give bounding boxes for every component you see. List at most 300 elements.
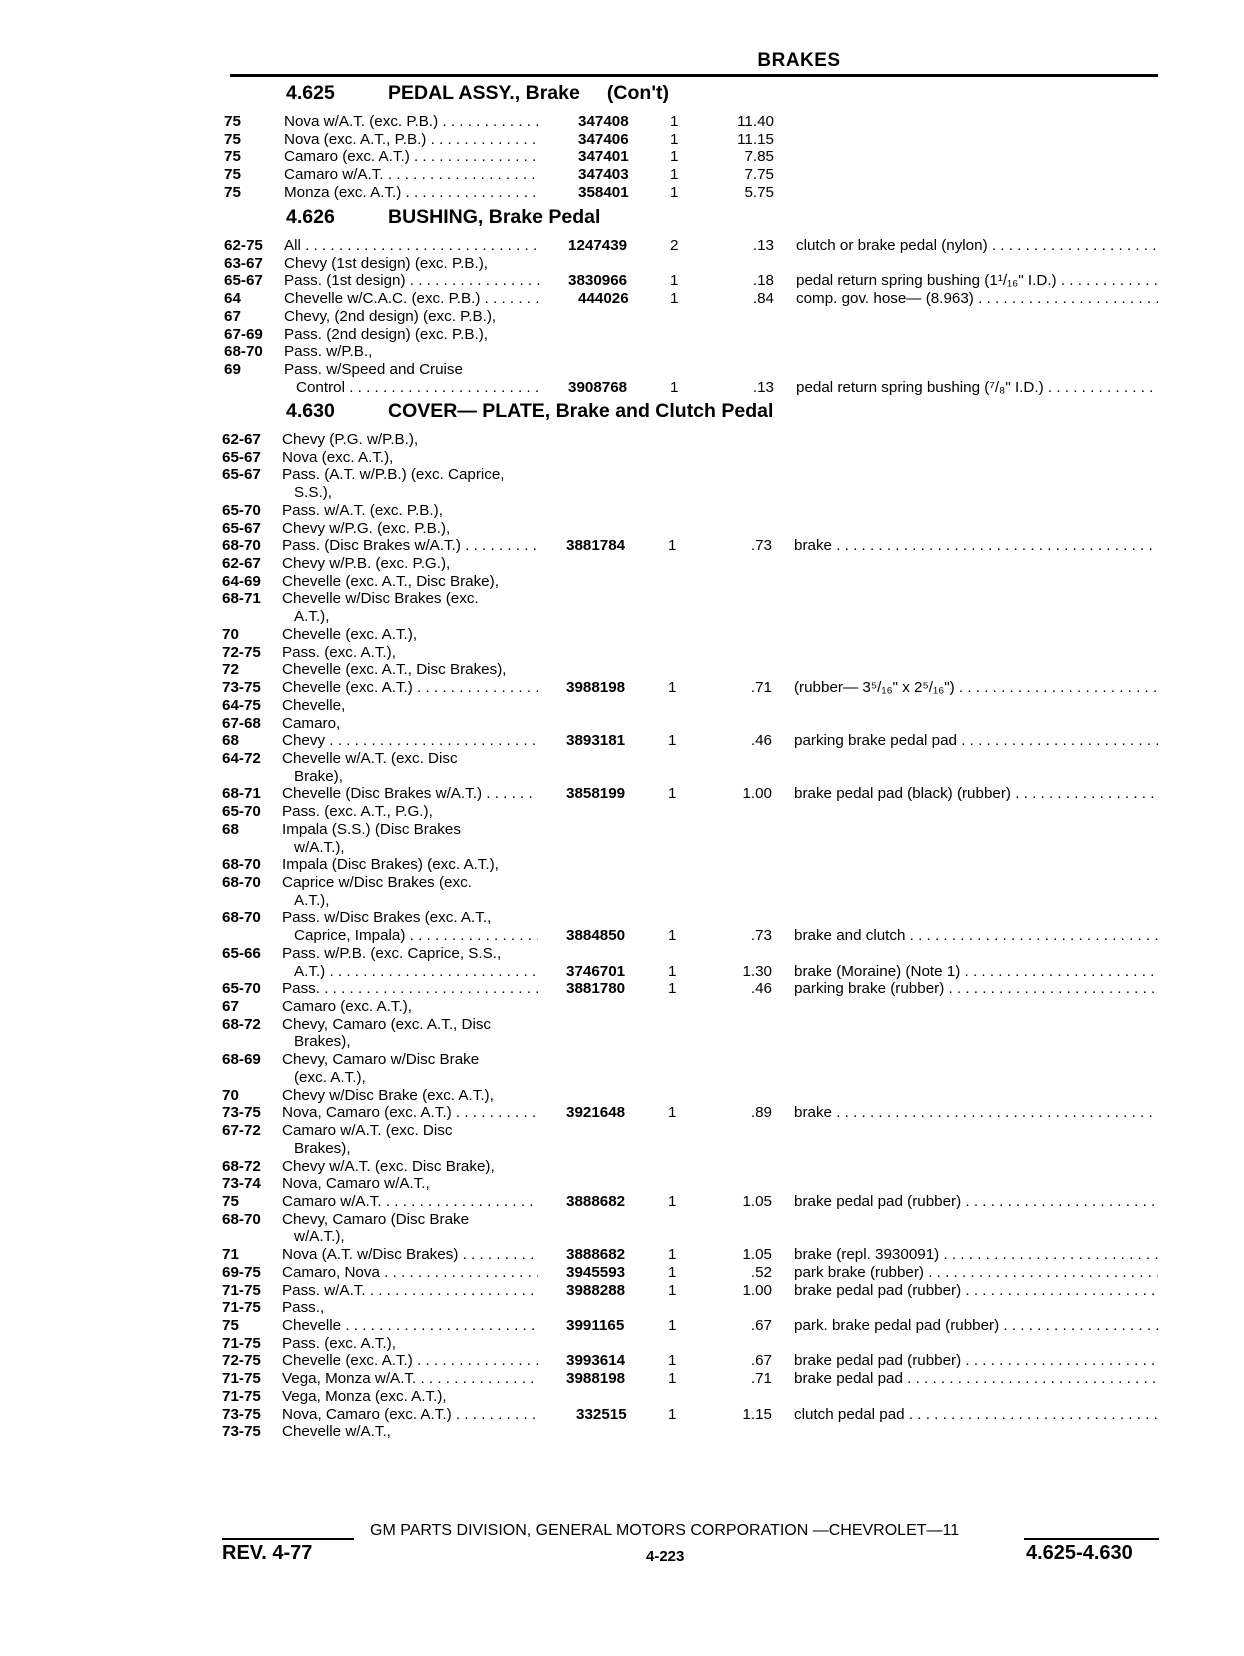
application-description: [282, 520, 582, 538]
model-year: 72: [222, 661, 239, 679]
model-year: 65-70: [222, 980, 261, 998]
note-text: parking brake pedal pad: [794, 732, 957, 750]
table-row: [0, 237, 1244, 255]
application-description: [282, 644, 582, 662]
price: .67: [750, 1317, 772, 1334]
price: 1.00: [742, 785, 772, 803]
description-text: Pass. w/A.T. (exc. P.B.),: [282, 501, 443, 519]
description-text: (exc. A.T.),: [294, 1068, 366, 1086]
model-year: 68-71: [222, 590, 261, 608]
description-text: Caprice w/Disc Brakes (exc.: [282, 874, 472, 891]
table-row: [0, 874, 1244, 892]
price: .13: [752, 237, 774, 254]
model-year: 70: [222, 625, 239, 643]
application-description: [294, 927, 538, 945]
table-row: [0, 1388, 1244, 1406]
application-description: [282, 1175, 582, 1193]
quantity: 1: [668, 1405, 677, 1423]
part-number: 3884850: [566, 927, 626, 945]
model-year: 67-72: [222, 1122, 261, 1140]
model-year: 65-70: [222, 803, 261, 821]
description-text: Nova w/A.T. (exc. P.B.): [284, 113, 439, 130]
note-text: brake pedal pad (black) (rubber): [794, 785, 1011, 803]
table-row: [0, 750, 1244, 768]
table-row: [0, 361, 1244, 379]
price: 5.75: [744, 183, 774, 201]
model-year: 65-67: [222, 519, 261, 537]
part-number: 3988288: [566, 1281, 626, 1299]
section-title: BUSHING, Brake Pedal: [388, 206, 601, 228]
quantity: 1: [668, 679, 677, 697]
application-description: [294, 839, 594, 857]
description-text: Nova, Camaro w/A.T.,: [282, 1175, 430, 1193]
application-description: [282, 1370, 538, 1388]
model-year: 72-75: [222, 643, 261, 661]
description-text: Pass. (2nd design) (exc. P.B.),: [284, 325, 488, 343]
note-text: clutch or brake pedal (nylon): [796, 237, 988, 254]
model-year: 69: [224, 361, 241, 379]
price: .73: [750, 927, 772, 945]
quantity: 1: [670, 130, 679, 148]
table-row: [0, 131, 1244, 149]
table-row: [0, 945, 1244, 963]
table-row: [0, 1228, 1244, 1246]
description-text: Pass. (exc. A.T.),: [282, 643, 396, 661]
description-text: All: [284, 237, 301, 254]
table-row: [0, 272, 1244, 290]
description-text: Control: [296, 378, 345, 396]
quantity: 1: [668, 1246, 677, 1264]
quantity: 1: [668, 732, 677, 750]
note-text: comp. gov. hose— (8.963): [796, 290, 974, 308]
model-year: 71-75: [222, 1299, 261, 1317]
model-year: 68: [222, 732, 239, 750]
model-year: 75: [224, 166, 241, 184]
description-text: Brake),: [294, 767, 343, 785]
table-row: [0, 661, 1244, 679]
model-year: 71-75: [222, 1334, 261, 1352]
description-text: Pass. w/P.B. (exc. Caprice, S.S.,: [282, 944, 502, 962]
model-year: 73-75: [222, 1423, 261, 1441]
quantity: 1: [668, 1192, 677, 1210]
description-text: Chevy, Camaro w/Disc Brake: [282, 1051, 480, 1069]
model-year: 65-67: [222, 448, 261, 466]
model-year: 68-71: [222, 785, 261, 803]
price: .46: [750, 732, 772, 750]
application-description: [282, 874, 582, 892]
price: 7.75: [744, 166, 774, 184]
page-title: BRAKES: [757, 50, 841, 71]
application-description: [282, 856, 582, 874]
description-text: Chevy, Camaro (Disc Brake: [282, 1210, 470, 1228]
quantity: 1: [668, 1352, 677, 1370]
application-description: [282, 1406, 538, 1424]
price: 1.00: [742, 1281, 772, 1299]
description-text: w/A.T.),: [294, 838, 345, 856]
footer-page-number: 4-223: [646, 1548, 685, 1565]
part-number: 3881784: [566, 537, 626, 555]
application-description: [282, 1388, 582, 1406]
application-description: [282, 715, 582, 733]
model-year: 62-75: [224, 237, 263, 254]
note-text: clutch pedal pad: [794, 1405, 905, 1423]
description-text: Chevy (1st design) (exc. P.B.),: [284, 254, 488, 272]
application-description: [282, 502, 582, 520]
table-row: [0, 1175, 1244, 1193]
application-description: [284, 148, 540, 166]
part-note: [794, 1370, 1158, 1388]
application-description: [282, 1051, 582, 1069]
model-year: 75: [222, 1317, 239, 1334]
part-number: 3830966: [568, 272, 628, 290]
price: .52: [750, 1263, 772, 1281]
model-year: 68-70: [222, 909, 261, 927]
description-text: Chevelle,: [282, 696, 346, 714]
table-row: [0, 1246, 1244, 1264]
application-description: [294, 484, 594, 502]
part-number: 347408: [578, 113, 629, 130]
quantity: 1: [668, 1263, 677, 1281]
description-text: Vega, Monza (exc. A.T.),: [282, 1387, 447, 1405]
application-description: [282, 626, 582, 644]
model-year: 68-70: [222, 874, 261, 891]
application-description: [282, 555, 582, 573]
application-description: [282, 679, 538, 697]
application-description: [282, 1335, 582, 1353]
application-description: [282, 661, 582, 679]
quantity: 1: [668, 1104, 677, 1122]
quantity: 1: [668, 1317, 677, 1334]
description-text: Chevy (P.G. w/P.B.),: [282, 431, 419, 448]
description-text: Caprice, Impala): [294, 927, 406, 945]
application-description: [282, 1299, 582, 1317]
model-year: 71: [222, 1246, 239, 1264]
part-note: [794, 732, 1158, 750]
application-description: [282, 1193, 538, 1211]
application-description: [296, 379, 540, 397]
table-row: [0, 466, 1244, 484]
table-row: [0, 909, 1244, 927]
note-text: park. brake pedal pad (rubber): [794, 1317, 1000, 1334]
model-year: 75: [222, 1192, 239, 1210]
description-text: Camaro w/A.T.: [282, 1192, 382, 1210]
table-row: [0, 449, 1244, 467]
description-text: Chevelle (exc. A.T., Disc Brakes),: [282, 661, 507, 679]
description-text: Chevelle (Disc Brakes w/A.T.): [282, 785, 483, 803]
section-title: PEDAL ASSY., Brake (Con't): [388, 82, 669, 104]
description-text: Pass. (exc. A.T.),: [282, 1334, 396, 1352]
application-description: [284, 166, 540, 184]
model-year: 68-69: [222, 1051, 261, 1069]
part-number: 3945593: [566, 1263, 626, 1281]
model-year: 67: [224, 307, 241, 325]
part-number: 3908768: [568, 378, 628, 396]
part-note: [796, 237, 1158, 255]
description-text: Pass. (exc. A.T., P.G.),: [282, 803, 433, 821]
description-text: Nova (exc. A.T., P.B.): [284, 130, 427, 148]
table-row: [0, 785, 1244, 803]
table-row: [0, 590, 1244, 608]
model-year: 67-69: [224, 325, 263, 343]
footer-revision: REV. 4-77: [222, 1542, 313, 1564]
table-row: [0, 1299, 1244, 1317]
note-text: brake pedal pad (rubber): [794, 1281, 962, 1299]
table-row: [0, 379, 1244, 397]
price: .46: [750, 980, 772, 998]
description-text: Impala (S.S.) (Disc Brakes: [282, 820, 461, 838]
table-row: [0, 1352, 1244, 1370]
table-row: [0, 1140, 1244, 1158]
table-row: [0, 856, 1244, 874]
description-text: Chevelle w/Disc Brakes (exc.: [282, 590, 479, 608]
description-text: Nova, Camaro (exc. A.T.): [282, 1104, 452, 1122]
description-text: Pass.: [282, 980, 320, 998]
note-text: brake pedal pad: [794, 1370, 903, 1388]
note-text: brake: [794, 537, 832, 555]
part-note: [794, 1317, 1158, 1335]
part-number: 3988198: [566, 679, 626, 697]
model-year: 69-75: [222, 1263, 261, 1281]
application-description: [282, 1087, 582, 1105]
table-row: [0, 1282, 1244, 1300]
model-year: 64-69: [222, 572, 261, 590]
description-text: S.S.),: [294, 484, 332, 502]
part-note: [796, 290, 1158, 308]
model-year: 71-75: [222, 1281, 261, 1299]
quantity: 2: [670, 237, 679, 254]
model-year: 68-70: [222, 1210, 261, 1228]
application-description: [282, 945, 582, 963]
part-note: [796, 272, 1158, 290]
table-row: [0, 1069, 1244, 1087]
application-description: [282, 803, 582, 821]
table-row: [0, 1122, 1244, 1140]
application-description: [282, 1246, 538, 1264]
description-text: Impala (Disc Brakes) (exc. A.T.),: [282, 856, 499, 874]
application-description: [294, 608, 594, 626]
table-row: [0, 732, 1244, 750]
model-year: 70: [222, 1086, 239, 1104]
note-text: brake pedal pad (rubber): [794, 1352, 962, 1370]
quantity: 1: [668, 785, 677, 803]
application-description: [282, 466, 582, 484]
description-text: Chevy w/Disc Brake (exc. A.T.),: [282, 1086, 494, 1104]
table-row: [0, 1423, 1244, 1441]
note-text: pedal return spring bushing (1¹/₁₆" I.D.): [796, 272, 1057, 290]
description-text: w/A.T.),: [294, 1228, 345, 1246]
model-year: 73-75: [222, 679, 261, 697]
part-note: [796, 379, 1158, 397]
part-note: [794, 1406, 1158, 1424]
part-note: [794, 1352, 1158, 1370]
model-year: 64-72: [222, 749, 261, 767]
part-number: 3988198: [566, 1370, 626, 1388]
model-year: 73-75: [222, 1104, 261, 1122]
footer-division: GM PARTS DIVISION, GENERAL MOTORS CORPORATION —CHEVROLET—11: [370, 1522, 960, 1539]
table-row: [0, 1317, 1244, 1335]
description-text: Chevy w/P.B. (exc. P.G.),: [282, 555, 451, 573]
application-description: [282, 1211, 582, 1229]
quantity: 1: [668, 1281, 677, 1299]
model-year: 68-70: [222, 537, 261, 555]
part-note: [794, 1246, 1158, 1264]
quantity: 1: [670, 166, 679, 184]
application-description: [282, 980, 538, 998]
table-row: [0, 626, 1244, 644]
application-description: [282, 573, 582, 591]
model-year: 75: [224, 113, 241, 130]
application-description: [294, 963, 538, 981]
model-year: 64-75: [222, 696, 261, 714]
application-description: [294, 768, 594, 786]
part-note: [794, 679, 1158, 697]
table-row: [0, 963, 1244, 981]
description-text: Brakes),: [294, 1033, 351, 1051]
part-number: 444026: [578, 290, 629, 308]
model-year: 64: [224, 290, 241, 308]
part-note: [794, 1193, 1158, 1211]
model-year: 71-75: [222, 1370, 261, 1388]
description-text: Chevelle (exc. A.T., Disc Brake),: [282, 572, 499, 590]
description-text: Camaro (exc. A.T.),: [282, 998, 412, 1016]
price: .73: [750, 537, 772, 555]
application-description: [284, 326, 584, 344]
description-text: Pass. w/Disc Brakes (exc. A.T.,: [282, 909, 492, 927]
quantity: 1: [670, 113, 679, 130]
description-text: A.T.): [294, 962, 326, 980]
application-description: [282, 1317, 538, 1335]
price: .67: [750, 1352, 772, 1370]
application-description: [284, 184, 540, 202]
model-year: 65-70: [222, 501, 261, 519]
section-number: 4.630: [286, 400, 335, 422]
description-text: Pass. (A.T. w/P.B.) (exc. Caprice,: [282, 466, 505, 484]
description-text: Camaro (exc. A.T.): [284, 148, 410, 166]
table-row: [0, 1051, 1244, 1069]
description-text: Chevelle w/A.T.,: [282, 1423, 391, 1441]
price: 1.05: [742, 1246, 772, 1264]
part-note: [794, 1264, 1158, 1282]
footer-rule-left: [222, 1538, 354, 1540]
model-year: 68: [222, 820, 239, 838]
model-year: 75: [224, 148, 241, 166]
description-text: Chevelle w/C.A.C. (exc. P.B.): [284, 290, 481, 308]
application-description: [282, 1423, 582, 1441]
table-row: [0, 166, 1244, 184]
application-description: [282, 998, 582, 1016]
application-description: [282, 1104, 538, 1122]
quantity: 1: [670, 290, 679, 308]
application-description: [282, 821, 582, 839]
application-description: [282, 785, 538, 803]
description-text: Pass. w/P.B.,: [284, 343, 373, 361]
table-row: [0, 484, 1244, 502]
part-note: [794, 537, 1158, 555]
price: .71: [750, 1370, 772, 1388]
table-row: [0, 343, 1244, 361]
table-row: [0, 184, 1244, 202]
table-row: [0, 1264, 1244, 1282]
note-text: brake (Moraine) (Note 1): [794, 962, 961, 980]
description-text: Pass. w/A.T.: [282, 1281, 366, 1299]
application-description: [284, 131, 540, 149]
part-note: [794, 927, 1158, 945]
part-number: 347401: [578, 148, 629, 166]
table-row: [0, 892, 1244, 910]
model-year: 68-70: [224, 343, 263, 361]
quantity: 1: [668, 927, 677, 945]
model-year: 65-67: [224, 272, 263, 290]
description-text: Brakes),: [294, 1139, 351, 1157]
part-number: 3888682: [566, 1246, 626, 1264]
description-text: Monza (exc. A.T.): [284, 183, 402, 201]
description-text: Camaro w/A.T. (exc. Disc: [282, 1122, 453, 1140]
application-description: [282, 732, 538, 750]
model-year: 67-68: [222, 714, 261, 732]
description-text: Nova (exc. A.T.),: [282, 448, 394, 466]
description-text: Camaro w/A.T.: [284, 166, 384, 184]
description-text: A.T.),: [294, 608, 330, 626]
quantity: 1: [668, 1370, 677, 1388]
part-number: 347406: [578, 130, 629, 148]
quantity: 1: [670, 272, 679, 290]
application-description: [282, 1264, 538, 1282]
application-description: [282, 1352, 538, 1370]
table-row: [0, 113, 1244, 131]
part-note: [794, 963, 1158, 981]
application-description: [282, 449, 582, 467]
table-row: [0, 715, 1244, 733]
part-number: 3921648: [566, 1104, 626, 1122]
description-text: A.T.),: [294, 891, 330, 909]
table-row: [0, 821, 1244, 839]
table-row: [0, 998, 1244, 1016]
table-row: [0, 537, 1244, 555]
table-row: [0, 1033, 1244, 1051]
part-number: 3893181: [566, 732, 626, 750]
quantity: 1: [668, 962, 677, 980]
price: .71: [750, 679, 772, 697]
description-text: Pass.,: [282, 1299, 325, 1317]
description-text: Nova (A.T. w/Disc Brakes): [282, 1246, 459, 1264]
description-text: Chevy w/P.G. (exc. P.B.),: [282, 519, 451, 537]
application-description: [284, 343, 584, 361]
price: 11.40: [737, 113, 774, 130]
model-year: 68-70: [222, 856, 261, 874]
description-text: Pass. (Disc Brakes w/A.T.): [282, 537, 461, 555]
model-year: 62-67: [222, 555, 261, 573]
application-description: [282, 537, 538, 555]
model-year: 68-72: [222, 1157, 261, 1175]
note-text: brake and clutch: [794, 927, 906, 945]
price: 11.15: [737, 130, 774, 148]
table-row: [0, 980, 1244, 998]
model-year: 68-72: [222, 1015, 261, 1033]
table-row: [0, 573, 1244, 591]
part-number: 332515: [576, 1405, 627, 1423]
application-description: [282, 697, 582, 715]
table-row: [0, 1335, 1244, 1353]
application-description: [284, 113, 540, 131]
note-text: brake pedal pad (rubber): [794, 1192, 962, 1210]
table-row: [0, 839, 1244, 857]
header-rule: [230, 74, 1158, 77]
table-row: [0, 326, 1244, 344]
part-number: 358401: [578, 183, 629, 201]
application-description: [294, 1228, 594, 1246]
part-number: 3991165: [566, 1317, 625, 1334]
table-row: [0, 290, 1244, 308]
